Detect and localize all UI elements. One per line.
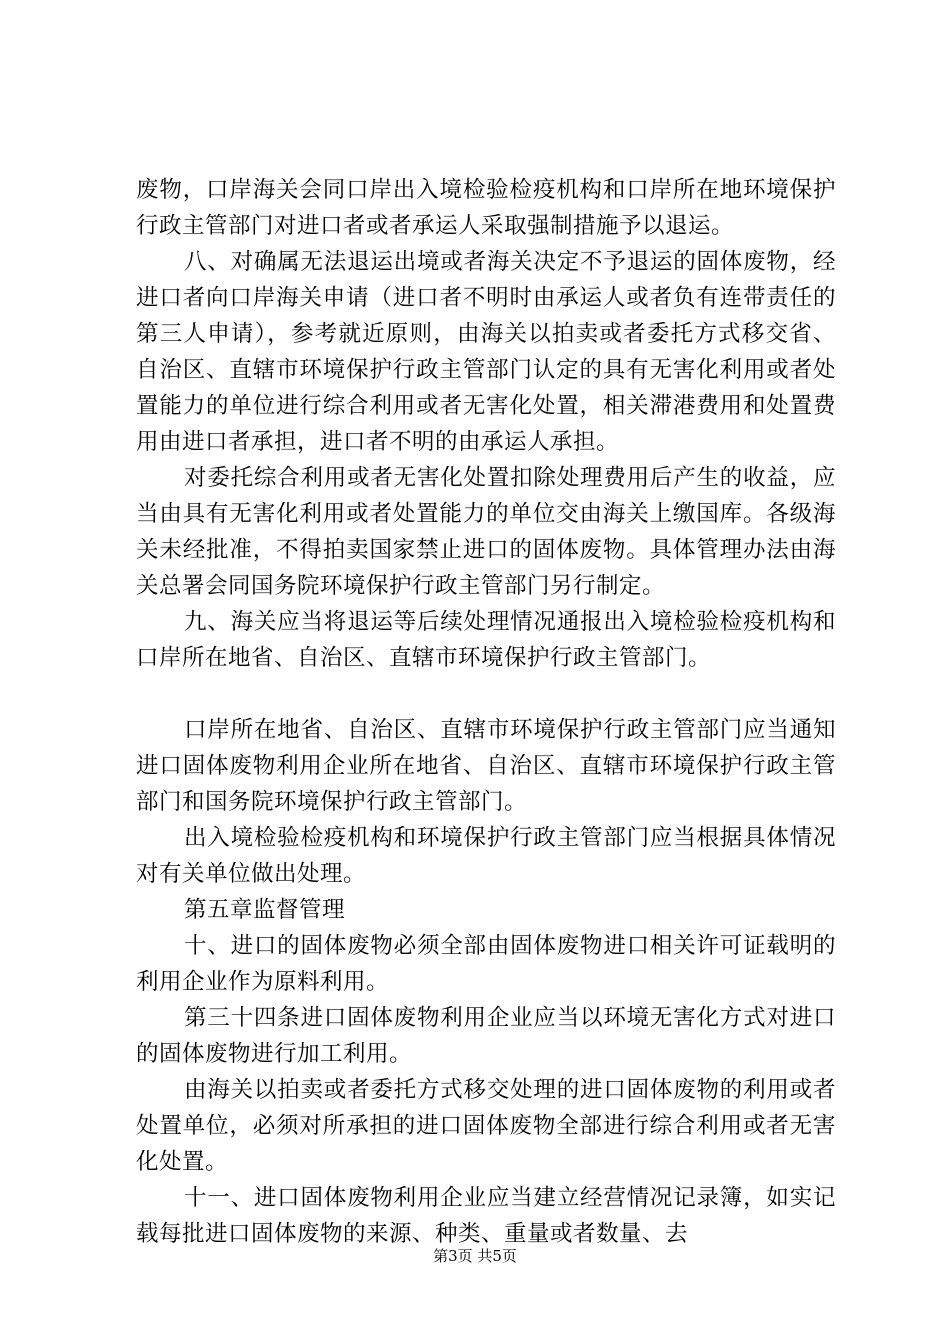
paragraph-9: 第三十四条进口固体废物利用企业应当以环境无害化方式对进口的固体废物进行加工利用。 — [136, 1005, 836, 1067]
paragraph-5: 口岸所在地省、自治区、直辖市环境保护行政主管部门应当通知进口固体废物利用企业所在地省、自治区、直辖市环境保护行政主管部门和国务院环境保护行政主管部门。 — [136, 717, 836, 815]
document-body — [136, 172, 836, 1252]
paragraph-4: 九、海关应当将退运等后续处理情况通报出入境检验检疫机构和口岸所在地省、自治区、直辖市环境保护行政主管部门。 — [136, 609, 836, 671]
paragraph-3: 对委托综合利用或者无害化处置扣除处理费用后产生的收益，应当由具有无害化利用或者处置能力的单位交由海关上缴国库。各级海关未经批准，不得拍卖国家禁止进口的固体废物。具体管理办法由海关总署会同国务院环境保护行政主管部门另行制定。 — [136, 465, 836, 599]
chapter-heading: 第五章监督管理 — [184, 897, 346, 923]
paragraph-8: 十、进口的固体废物必须全部由固体废物进口相关许可证载明的利用企业作为原料利用。 — [136, 933, 836, 995]
paragraph-6: 出入境检验检疫机构和环境保护行政主管部门应当根据具体情况对有关单位做出处理。 — [136, 825, 836, 887]
paragraph-2: 八、对确属无法退运出境或者海关决定不予退运的固体废物，经进口者向口岸海关申请（进口者不明时由承运人或者负有连带责任的第三人申请），参考就近原则，由海关以拍卖或者委托方式移交省、自治区、直辖市环境保护行政主管部门认定的具有无害化利用或者处置能力的单位进行综合利用或者无害化处置，相关滞港费用和处置费用由进口者承担，进口者不明的由承运人承担。 — [136, 249, 836, 455]
paragraph-gap — [136, 676, 836, 712]
paragraph-11: 十一、进口固体废物利用企业应当建立经营情况记录簿，如实记载每批进口固体废物的来源、种类、重量或者数量、去 — [136, 1185, 836, 1247]
paragraph-1: 废物，口岸海关会同口岸出入境检验检疫机构和口岸所在地环境保护行政主管部门对进口者或者承运人采取强制措施予以退运。 — [136, 177, 836, 239]
paragraph-10: 由海关以拍卖或者委托方式移交处理的进口固体废物的利用或者处置单位，必须对所承担的进口固体废物全部进行综合利用或者无害化处置。 — [136, 1077, 836, 1175]
page-number-footer: 第3页 共5页 — [433, 1247, 517, 1265]
